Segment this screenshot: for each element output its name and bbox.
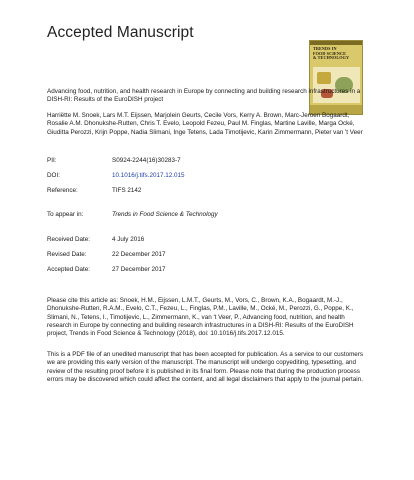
journal-name: Trends in Food Science & Technology [112,211,218,218]
reference-label: Reference: [47,187,78,194]
reference-value: TIFS 2142 [112,187,142,194]
pii-label: PII: [47,157,57,164]
received-date-label: Received Date: [47,236,91,243]
cover-shape [317,72,331,84]
doi-label: DOI: [47,172,60,179]
article-authors: Harriëtte M. Snoek, Lars M.T. Eijssen, Marjolein Geurts, Cecile Vors, Kerry A. Brown, Marc-Jeroen Bogaardt, Rosalie A.M. Dhonukshe-Rutten, Chris T. Evelo, Leopold Fezeu, Paul M. Finglas, Martine Laville, Marga Ocké, Giuditta Perozzi, Krijn Poppe, Nadia Slimani, Inge Tetens, Lada Timotijevic, Karin Zimmermann, Pieter van 't Veer [47,112,363,136]
cover-title-line: TRENDS IN [313,46,337,51]
cover-title-line: FOOD SCIENCE [313,50,346,56]
accepted-date-label: Accepted Date: [47,266,91,273]
accepted-date-value: 27 December 2017 [112,266,166,273]
revised-date-value: 22 December 2017 [112,251,166,258]
cover-title [313,47,361,61]
cover-top-band [310,41,362,45]
page-heading: Accepted Manuscript [47,24,194,41]
disclaimer-paragraph: This is a PDF file of an unedited manuscript that has been accepted for publication. As a service to our customers we are providing this early version of the manuscript. The manuscript will undergo copyediting, typesetting, and review of the resulting proof before it is published in its final form. Please note that during the production process errors may be discovered which could affect the content, and all legal disclaimers that apply to the journal pertain. [47,351,364,383]
article-title: Advancing food, nutrition, and health research in Europe by connecting and building research infrastructures in a DISH-RI: Results of the EuroDISH project [47,88,361,104]
appear-in-label: To appear in: [47,211,84,218]
citation-paragraph: Please cite this article as: Snoek, H.M., Eijssen, L.M.T., Geurts, M., Vors, C., Brown, K.A., Bogaardt, M.-J., Dhonukshe-Rutten, R.A.M., Evelo, C.T., Fezeu, L., Finglas, P.M., Laville, M., Ocké, M., Perozzi, G., Poppe, K., Slimani, N., Tetens, I., Timotijevic, L., Zimmermann, K., van 't Veer, P., Advancing food, nutrition, and health research in Europe by connecting and building research infrastructures in a DISH-RI: Results of the EuroDISH project, Trends in Food Science & Technology (2018), doi: 10.1016/j.tifs.2017.12.015. [47,297,354,338]
cover-title-line: & TECHNOLOGY [313,55,350,61]
received-date-value: 4 July 2016 [112,236,145,243]
doi-link[interactable]: 10.1016/j.tifs.2017.12.015 [112,172,185,179]
pii-value: S0924-2244(16)30283-7 [112,157,181,164]
revised-date-label: Revised Date: [47,251,87,258]
